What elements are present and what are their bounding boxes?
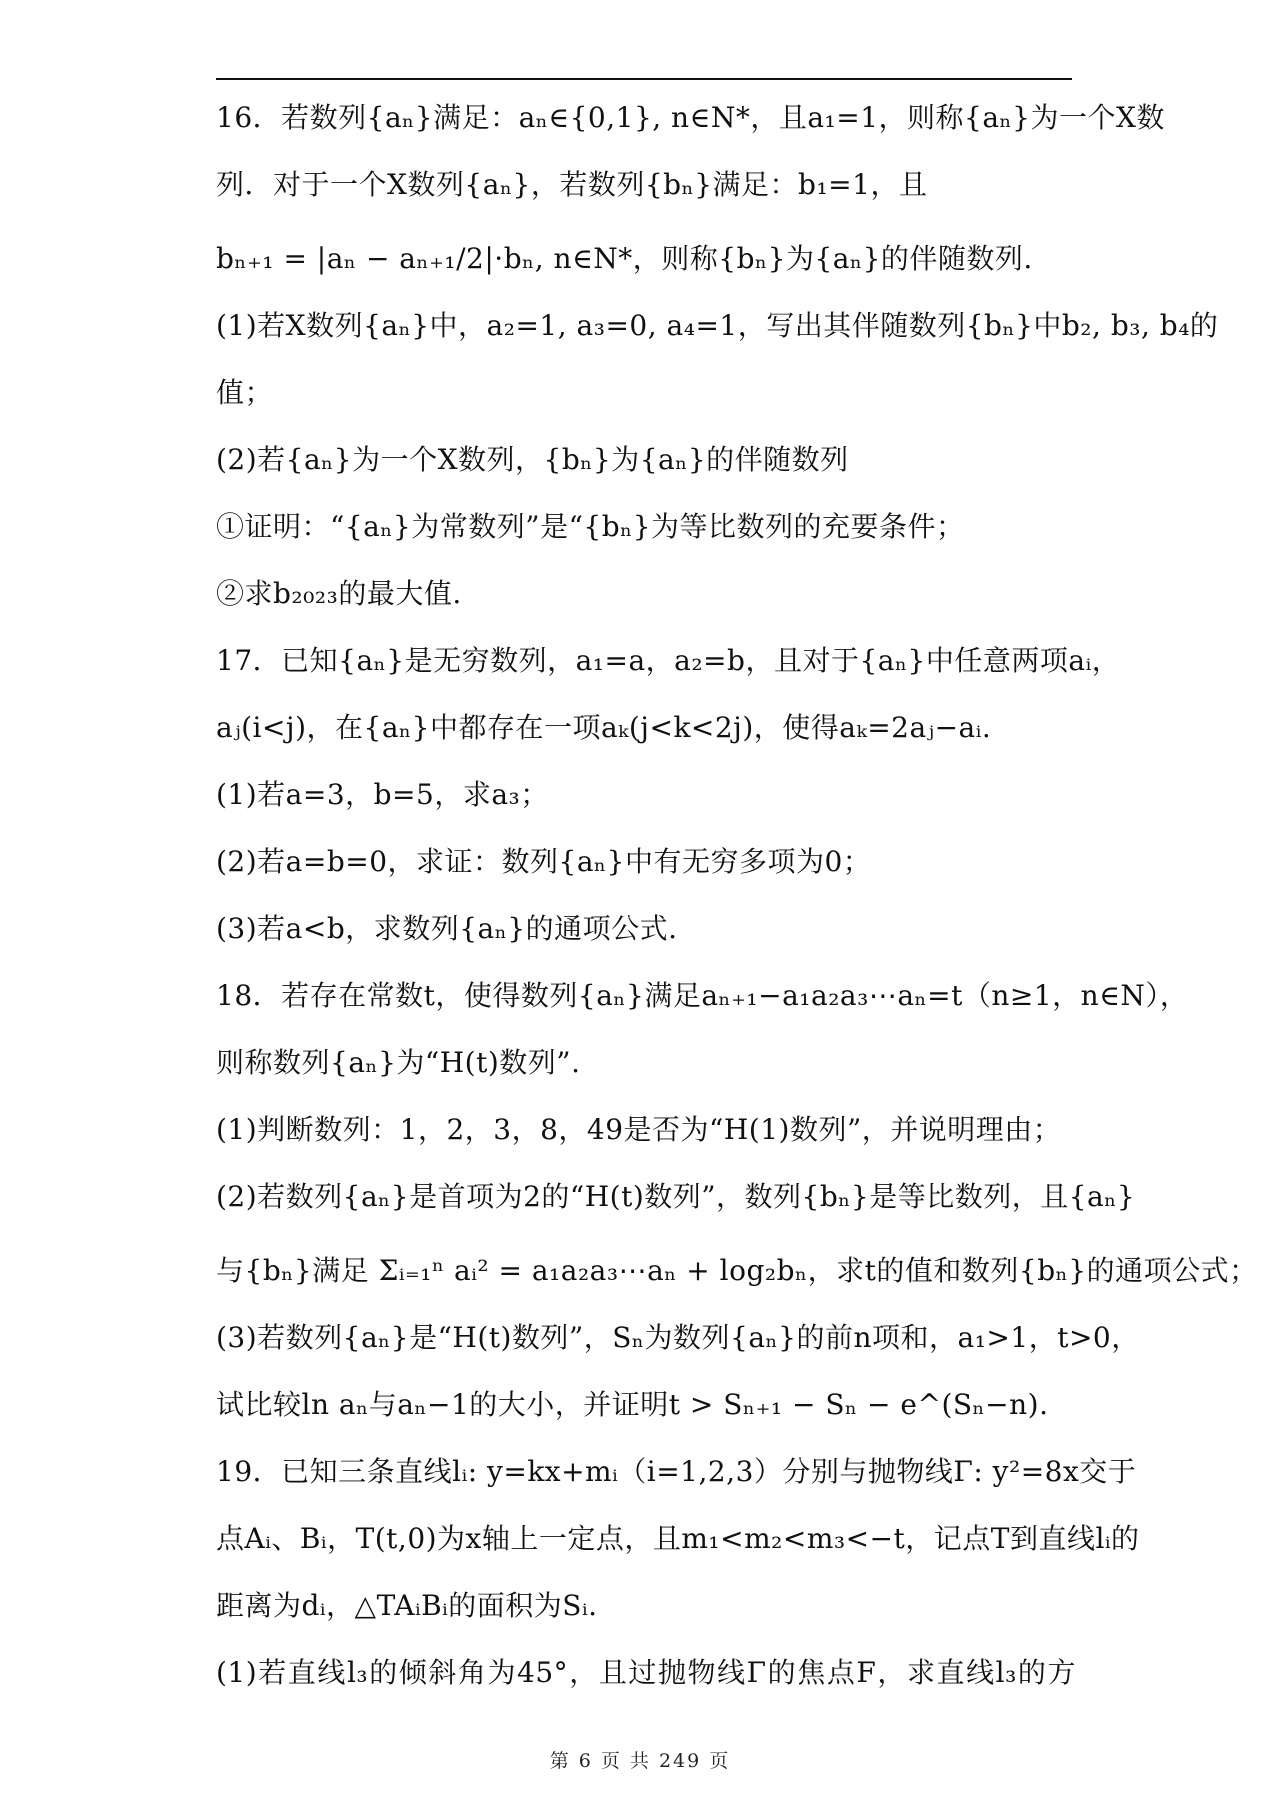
problem-16 <box>216 100 1219 612</box>
problem-16-part-1: (1)若X数列{aₙ}中，a₂=1, a₃=0, a₄=1，写出其伴随数列{bₙ}中b₂, b₃, b₄的 <box>216 309 1219 342</box>
problem-18-formula: 与{bₙ}满足 Σᵢ₌₁ⁿ aᵢ² = a₁a₂a₃⋯aₙ + log₂bₙ，求t的值和数列{bₙ}的通项公式； <box>216 1254 1258 1287</box>
problem-17-part-1: (1)若a=3，b=5，求a₃； <box>216 778 549 811</box>
problem-18-line: 18．若存在常数t，使得数列{aₙ}满足aₙ₊₁−a₁a₂a₃⋯aₙ=t（n≥1，n∈N）， <box>216 979 1189 1012</box>
problem-18-line: 则称数列{aₙ}为“H(t)数列”. <box>216 1046 581 1079</box>
problem-17-part-2: (2)若a=b=0，求证：数列{aₙ}中有无穷多项为0； <box>216 845 872 878</box>
page-number: 第 6 页 共 249 页 <box>549 1750 731 1772</box>
problem-16-line: 列．对于一个X数列{aₙ}，若数列{bₙ}满足：b₁=1，且 <box>216 168 928 201</box>
problem-16-sub-2: ②求b₂₀₂₃的最大值. <box>216 577 462 610</box>
problem-16-part-2: (2)若{aₙ}为一个X数列，{bₙ}为{aₙ}的伴随数列 <box>216 443 849 476</box>
problem-18-part-1: (1)判断数列：1，2，3，8，49是否为“H(1)数列”，并说明理由； <box>216 1113 1062 1146</box>
problem-17-part-3: (3)若a<b，求数列{aₙ}的通项公式. <box>216 912 678 945</box>
problem-19-line: 19．已知三条直线lᵢ: y=kx+mᵢ（i=1,2,3）分别与抛物线Γ: y²=8x交于 <box>216 1455 1137 1488</box>
problem-17-line: aⱼ(i<j)，在{aₙ}中都存在一项aₖ(j<k<2j)，使得aₖ=2aⱼ−aᵢ. <box>216 711 992 744</box>
problem-16-sub-1: ①证明：“{aₙ}为常数列”是“{bₙ}为等比数列的充要条件； <box>216 510 965 543</box>
problem-17-line: 17．已知{aₙ}是无穷数列，a₁=a，a₂=b，且对于{aₙ}中任意两项aᵢ， <box>216 644 1121 677</box>
problem-16-line: 16．若数列{aₙ}满足：aₙ∈{0,1}, n∈N*，且a₁=1，则称{aₙ}为一个X数 <box>216 101 1165 134</box>
top-rule <box>216 78 1072 80</box>
problem-19-part-1: (1)若直线l₃的倾斜角为45°，且过抛物线Γ的焦点F，求直线l₃的方 <box>216 1656 1076 1689</box>
page-content <box>216 100 1258 1722</box>
problem-19 <box>216 1454 1140 1691</box>
problem-19-line: 点Aᵢ、Bᵢ，T(t,0)为x轴上一定点，且m₁<m₂<m₃<−t，记点T到直线lᵢ的 <box>216 1522 1140 1555</box>
problem-18 <box>216 978 1258 1423</box>
problem-18-part-2: (2)若数列{aₙ}是首项为2的“H(t)数列”，数列{bₙ}是等比数列，且{aₙ} <box>216 1180 1136 1213</box>
problem-18-part-3: (3)若数列{aₙ}是“H(t)数列”，Sₙ为数列{aₙ}的前n项和，a₁>1，t>0， <box>216 1321 1140 1354</box>
problem-16-formula: bₙ₊₁ = |aₙ − aₙ₊₁/2|·bₙ, n∈N*，则称{bₙ}为{aₙ}的伴随数列. <box>216 242 1033 275</box>
problem-19-line: 距离为dᵢ，△TAᵢBᵢ的面积为Sᵢ. <box>216 1589 598 1622</box>
problem-17 <box>216 643 1121 947</box>
problem-16-line: 值； <box>216 376 274 409</box>
problem-18-line: 试比较ln aₙ与aₙ−1的大小，并证明t > Sₙ₊₁ − Sₙ − e^(Sₙ−n). <box>216 1388 1049 1421</box>
